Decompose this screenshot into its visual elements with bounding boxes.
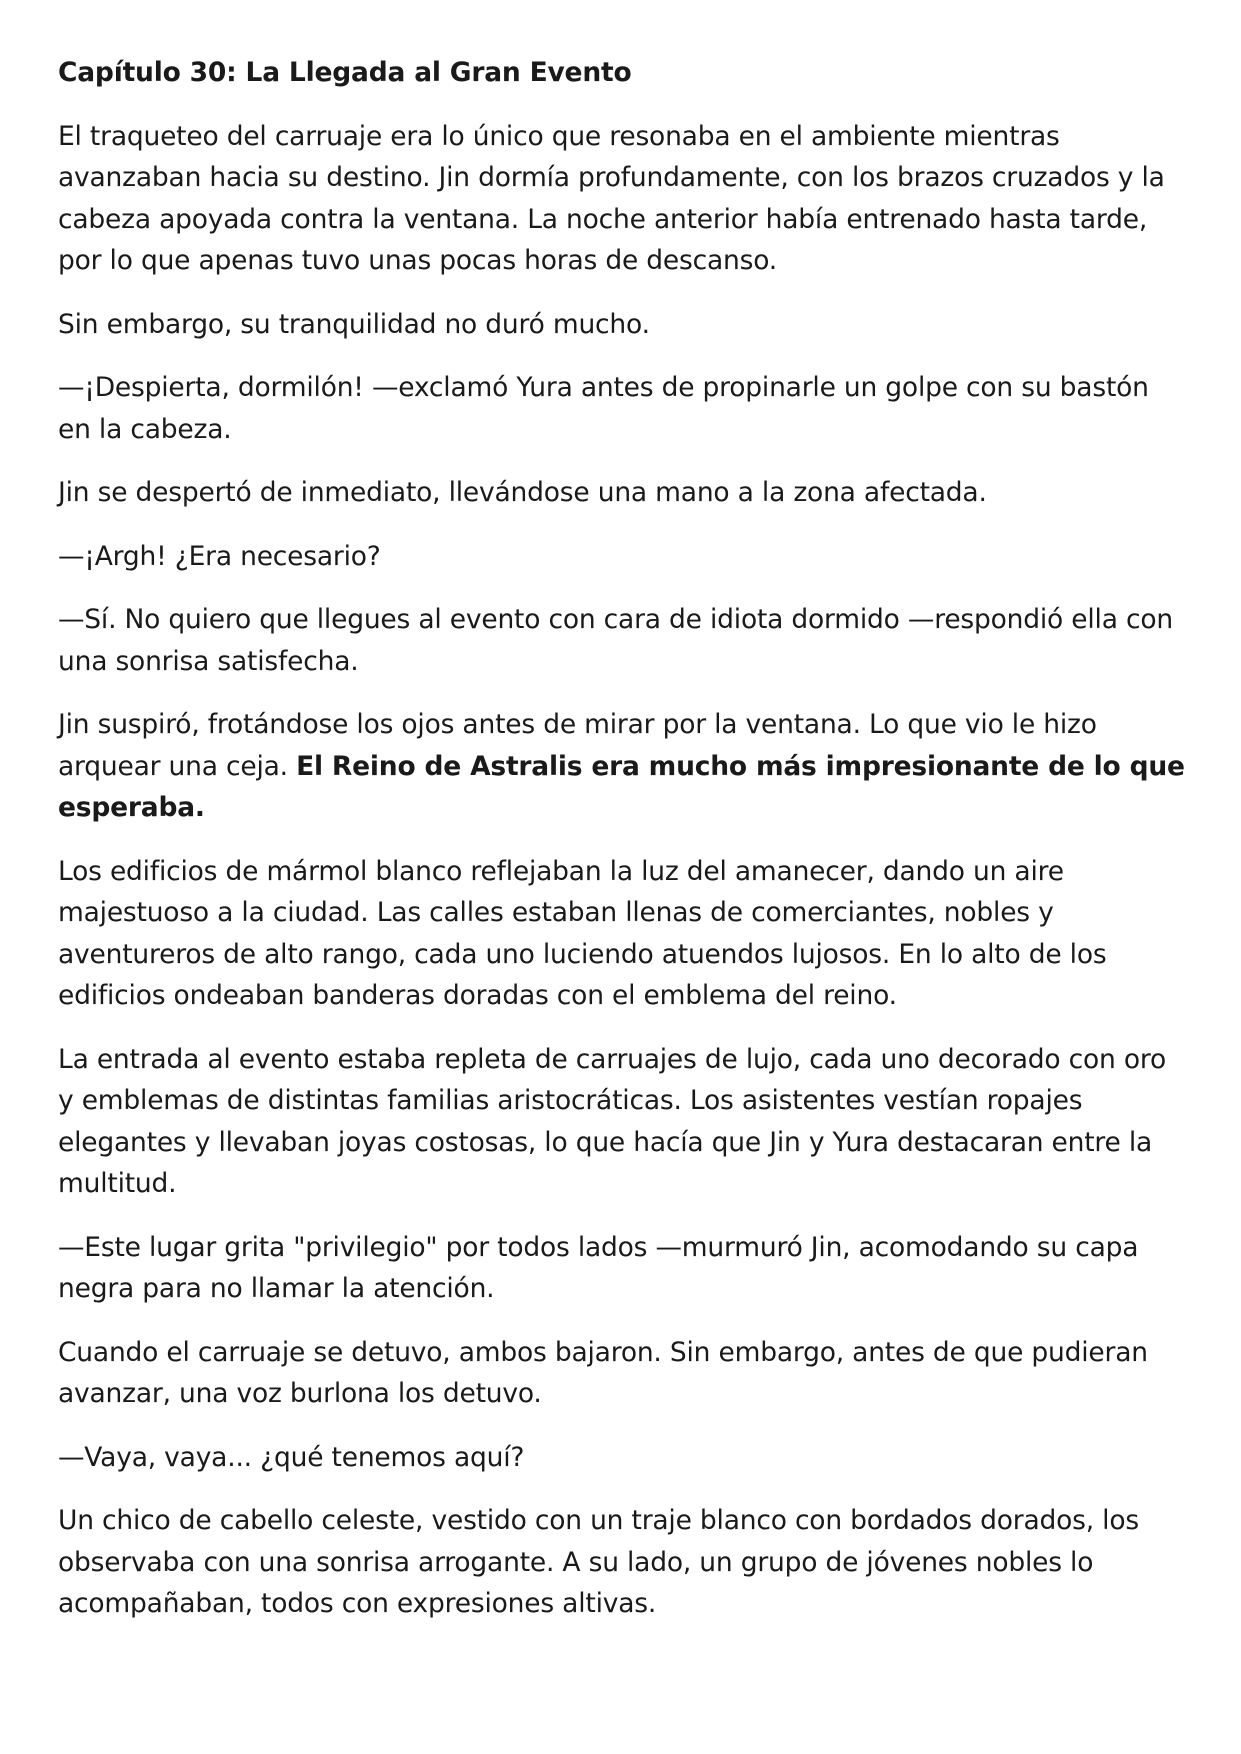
paragraph xyxy=(58,1437,1188,1479)
paragraph-text: —Sí. No quiero que llegues al evento con cara de idiota dormido —respondió ella con una sonrisa satisfecha. xyxy=(58,604,1173,677)
paragraph-text: Jin se despertó de inmediato, llevándose una mano a la zona afectada. xyxy=(58,477,987,508)
document-page xyxy=(58,52,1188,1647)
paragraph-text: Los edificios de mármol blanco reflejaban la luz del amanecer, dando un aire majestuoso a la ciudad. Las calles estaban llenas de comerciantes, nobles y aventureros de alto rango, cada uno luciendo atuendos lujosos. En lo alto de los edificios ondeaban banderas doradas con el emblema del reino. xyxy=(58,855,1107,1011)
paragraph xyxy=(58,704,1188,829)
paragraph-text: El traqueteo del carruaje era lo único que resonaba en el ambiente mientras avanzaban hacia su destino. Jin dormía profundamente, con los brazos cruzados y la cabeza apoyada contra la ventana. La noche anterior había entrenado hasta tarde, por lo que apenas tuvo unas pocas horas de descanso. xyxy=(58,120,1165,276)
paragraph xyxy=(58,1039,1188,1205)
paragraph xyxy=(58,304,1188,346)
paragraph-bold-text: El Reino de Astralis era mucho más impresionante de lo que esperaba. xyxy=(58,750,1185,823)
paragraph xyxy=(58,367,1188,450)
paragraph-text: —Vaya, vaya... ¿qué tenemos aquí? xyxy=(58,1441,525,1473)
paragraph xyxy=(58,851,1188,1017)
paragraph-text: —¡Despierta, dormilón! —exclamó Yura antes de propinarle un golpe con su bastón en la cabeza. xyxy=(58,372,1149,445)
paragraph xyxy=(58,1500,1188,1625)
paragraph xyxy=(58,1332,1188,1415)
paragraph xyxy=(58,1227,1188,1310)
chapter-title: Capítulo 30: La Llegada al Gran Evento xyxy=(58,57,632,88)
paragraph xyxy=(58,599,1188,682)
paragraph-text: Un chico de cabello celeste, vestido con un traje blanco con bordados dorados, los observaba con una sonrisa arrogante. A su lado, un grupo de jóvenes nobles lo acompañaban, todos con expresiones altivas. xyxy=(58,1505,1139,1619)
paragraph-text: Cuando el carruaje se detuvo, ambos bajaron. Sin embargo, antes de que pudieran avanzar, una voz burlona los detuvo. xyxy=(58,1336,1148,1409)
paragraph-text: —¡Argh! ¿Era necesario? xyxy=(58,540,381,572)
paragraph-text: Jin suspiró, frotándose los ojos antes de mirar por la ventana. Lo que vio le hizo arquear una ceja. xyxy=(58,709,1097,782)
paragraph xyxy=(58,116,1188,282)
paragraph-text: La entrada al evento estaba repleta de carruajes de lujo, cada uno decorado con oro y emblemas de distintas familias aristocráticas. Los asistentes vestían ropajes elegantes y llevaban joyas costosas, lo que hacía que Jin y Yura destacaran entre la multitud. xyxy=(58,1043,1166,1199)
paragraph xyxy=(58,536,1188,578)
paragraph-text: —Este lugar grita "privilegio" por todos lados —murmuró Jin, acomodando su capa negra para no llamar la atención. xyxy=(58,1231,1139,1304)
paragraph xyxy=(58,472,1188,514)
paragraph-text: Sin embargo, su tranquilidad no duró mucho. xyxy=(58,308,650,340)
